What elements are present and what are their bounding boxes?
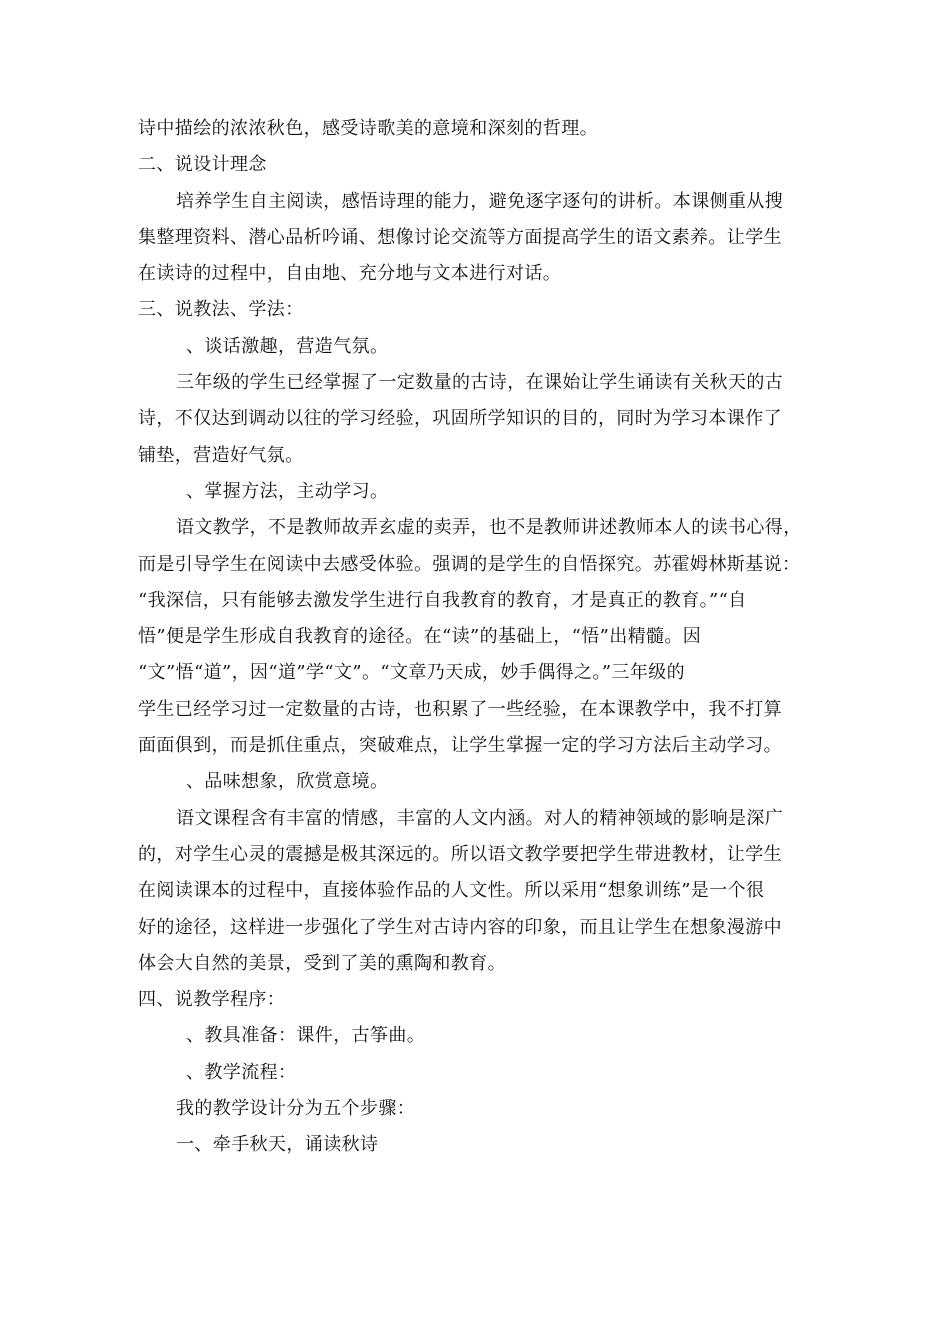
- body-line: 在读诗的过程中，自由地、充分地与文本进行对话。: [138, 263, 562, 285]
- body-line: 好的途径，这样进一步强化了学生对古诗内容的印象，而且让学生在想象漫游中: [138, 916, 782, 938]
- paragraph-line: 培养学生自主阅读，感悟诗理的能力，避免逐字逐句的讲析。本课侧重从搜: [176, 190, 784, 212]
- body-line: 诗，不仅达到调动以往的学习经验，巩固所学知识的目的，同时为学习本课作了: [138, 408, 782, 430]
- paragraph-line: 语文课程含有丰富的情感，丰富的人文内涵。对人的精神领域的影响是深广: [176, 807, 784, 829]
- subheading: 、掌握方法，主动学习。: [186, 480, 389, 502]
- body-line: 悟”便是学生形成自我教育的途径。在“读”的基础上，“悟”出精髓。因: [138, 626, 702, 648]
- paragraph-line: 我的教学设计分为五个步骤：: [176, 1098, 416, 1120]
- document-body: [138, 111, 818, 1164]
- body-line: 体会大自然的美景，受到了美的熏陶和教育。: [138, 952, 506, 974]
- section-heading: 三、说教法、学法：: [138, 299, 304, 321]
- section-heading: 四、说教学程序：: [138, 989, 286, 1011]
- body-line: 诗中描绘的浓浓秋色，感受诗歌美的意境和深刻的哲理。: [138, 118, 598, 139]
- section-heading: 二、说设计理念: [138, 154, 267, 176]
- paragraph-line: 语文教学，不是教师故弄玄虚的卖弄，也不是教师讲述教师本人的读书心得，: [176, 517, 802, 539]
- subheading: 、品味想象，欣赏意境。: [186, 771, 389, 793]
- body-line: 而是引导学生在阅读中去感受体验。强调的是学生的自悟探究。苏霍姆林斯基说：: [138, 553, 801, 575]
- body-line: “文”悟“道”，因“道”学“文”。“文章乃天成，妙手偶得之。”三年级的: [138, 662, 686, 684]
- body-line: 铺垫，营造好气氛。: [138, 444, 304, 466]
- body-line: 在阅读课本的过程中，直接体验作品的人文性。所以采用“想象训练”是一个很: [138, 880, 765, 902]
- paragraph-line: 三年级的学生已经掌握了一定数量的古诗，在课始让学生诵读有关秋天的古: [176, 372, 784, 394]
- subheading: 、教具准备：课件，古筝曲。: [186, 1025, 426, 1047]
- subheading: 、教学流程：: [186, 1061, 297, 1083]
- body-line: 的，对学生心灵的震撼是极其深远的。所以语文教学要把学生带进教材，让学生: [138, 843, 782, 865]
- body-line: 学生已经学习过一定数量的古诗，也积累了一些经验，在本课教学中，我不打算: [138, 698, 782, 720]
- body-line: 面面俱到，而是抓住重点，突破难点，让学生掌握一定的学习方法后主动学习。: [138, 735, 782, 757]
- body-line: 集整理资料、潜心品析吟诵、想像讨论交流等方面提高学生的语文素养。让学生: [138, 226, 782, 248]
- body-line: “我深信，只有能够去激发学生进行自我教育的教育，才是真正的教育。”“自: [138, 589, 747, 611]
- subheading: 、谈话激趣，营造气氛。: [186, 335, 389, 357]
- step-heading: 一、牵手秋天，诵读秋诗: [176, 1134, 379, 1156]
